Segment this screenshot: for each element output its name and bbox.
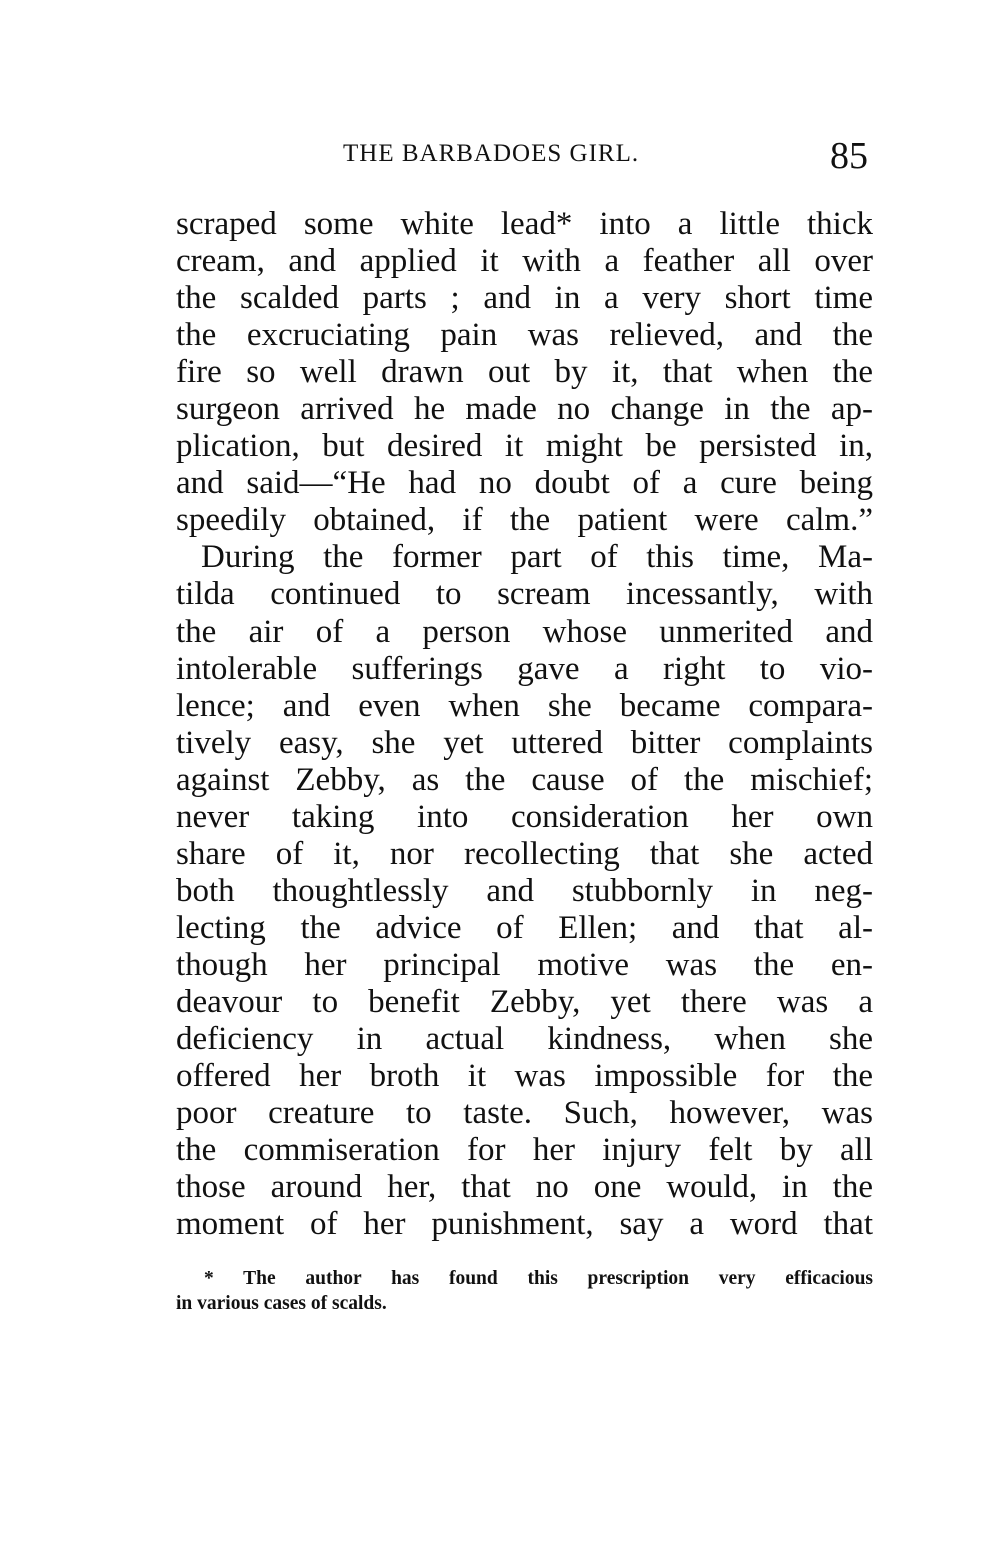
text-line: the air of a person whose unmerited and (176, 613, 873, 650)
text-line: intolerable sufferings gave a right to vio- (176, 650, 873, 687)
text-line: the excruciating pain was relieved, and the (176, 317, 873, 354)
text-line: moment of her punishment, say a word that (176, 1206, 873, 1243)
text-line: poor creature to taste. Such, however, was (176, 1095, 873, 1132)
text-line: fire so well drawn out by it, that when the (176, 354, 873, 391)
page-number: 85 (830, 135, 868, 177)
text-line: cream, and applied it with a feather all over (176, 243, 873, 280)
text-line: though her principal motive was the en- (176, 946, 873, 983)
text-line: never taking into consideration her own (176, 798, 873, 835)
text-line: scraped some white lead* into a little thick (176, 206, 873, 242)
text-line: offered her broth it was impossible for the (176, 1058, 873, 1095)
text-line: the commiseration for her injury felt by all (176, 1132, 873, 1169)
text-line: against Zebby, as the cause of the mischief; (176, 761, 873, 798)
text-line: the scalded parts ; and in a very short time (176, 280, 873, 317)
text-line: tively easy, she yet uttered bitter complaints (176, 724, 873, 761)
text-line: both thoughtlessly and stubbornly in neg- (176, 872, 873, 909)
footnote-line: * The author has found this prescription very efficacious (204, 1268, 873, 1289)
text-line: tilda continued to scream incessantly, with (176, 576, 873, 613)
text-line: plication, but desired it might be persisted in, (176, 428, 873, 465)
running-title: THE BARBADOES GIRL. (343, 140, 640, 167)
text-line: During the former part of this time, Ma- (201, 539, 873, 576)
text-line: lecting the advice of Ellen; and that al- (176, 909, 873, 946)
footnote (176, 1266, 873, 1316)
body-text (176, 206, 873, 1243)
text-line: those around her, that no one would, in the (176, 1169, 873, 1206)
footnote-line: in various cases of scalds. (176, 1293, 387, 1314)
text-line: surgeon arrived he made no change in the ap- (176, 391, 873, 428)
text-line: deavour to benefit Zebby, yet there was a (176, 983, 873, 1020)
text-line: share of it, nor recollecting that she acted (176, 835, 873, 872)
text-line: lence; and even when she became compara- (176, 687, 873, 724)
text-line: speedily obtained, if the patient were calm.” (176, 502, 873, 539)
text-line: and said—“He had no doubt of a cure being (176, 465, 873, 502)
text-line: deficiency in actual kindness, when she (176, 1021, 873, 1058)
